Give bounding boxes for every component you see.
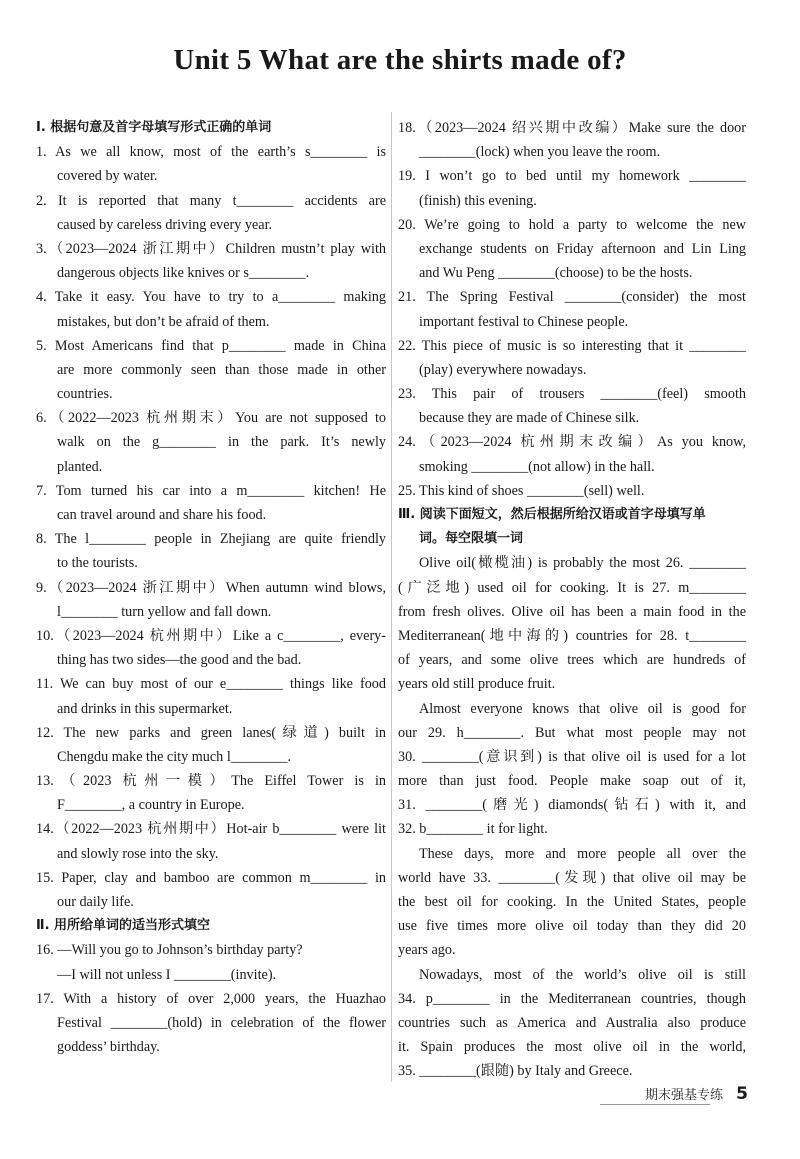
- text-line: 2. It is reported that many t________ accidents are: [36, 192, 386, 209]
- text-line: 19. I won’t go to bed until my homework ________: [398, 168, 746, 185]
- text-line: important festival to Chinese people.: [419, 313, 629, 330]
- page-title: Unit 5 What are the shirts made of?: [173, 44, 627, 76]
- text-line: walk on the g________ in the park. It’s newly: [57, 434, 386, 451]
- text-line: can travel around and share his food.: [57, 507, 267, 523]
- section-heading: Ⅱ. 用所给单词的适当形式填空: [36, 918, 211, 934]
- text-line: caused by careless driving every year.: [57, 216, 273, 233]
- text-line: our daily life.: [57, 894, 134, 910]
- text-line: 23. This pair of trousers ________(feel) smooth: [398, 386, 746, 403]
- text-line: 18.（2023—2024 绍兴期中改编）Make sure the door: [398, 120, 746, 136]
- text-line: and drinks in this supermarket.: [57, 700, 233, 717]
- text-line: Olive oil(橄榄油) is probably the most 26. ________: [419, 555, 746, 572]
- text-line: 6.（2022—2023 杭州期末）You are not supposed to: [36, 410, 386, 427]
- text-line: Mediterranean(地中海的) countries for 28. t________: [398, 627, 746, 644]
- text-line: thing has two sides—the good and the bad.: [57, 652, 302, 669]
- page-number: 5: [736, 1084, 748, 1104]
- text-line: because they are made of Chinese silk.: [419, 410, 640, 427]
- text-line: the best oil for cooking. In the United States, people: [398, 894, 746, 910]
- text-line: 10.（2023—2024 杭州期中）Like a c________, every-: [36, 627, 386, 644]
- text-line: covered by water.: [57, 168, 158, 185]
- text-line: use five times more olive oil today than they did 20: [398, 918, 746, 935]
- section-heading: Ⅲ. 阅读下面短文，然后根据所给汉语或首字母填写单: [398, 507, 706, 522]
- right-column: [398, 116, 746, 1084]
- text-line: 8. The l________ people in Zhejiang are quite friendly: [36, 531, 386, 548]
- text-line: to the tourists.: [57, 555, 138, 572]
- text-line: Almost everyone knows that olive oil is good for: [419, 700, 746, 717]
- text-line: years old still produce fruit.: [398, 676, 556, 693]
- text-line: ________(lock) when you leave the room.: [419, 144, 661, 161]
- text-line: 16. —Will you go to Johnson’s birthday party?: [36, 942, 303, 959]
- text-line: Nowadays, most of the world’s olive oil is still: [419, 966, 746, 983]
- column-divider: [391, 112, 392, 1082]
- text-line: are more commonly seen than those made in other: [57, 361, 386, 378]
- text-line: our 29. h________. But what most people may not: [398, 724, 746, 741]
- text-line: 24.（2023—2024 杭州期末改编）As you know,: [398, 434, 746, 451]
- text-line: 15. Paper, clay and bamboo are common m________ in: [36, 869, 386, 886]
- text-line: exchange students on Friday afternoon and Lin Ling: [419, 240, 746, 257]
- text-line: 3.（2023—2024 浙江期中）Children mustn’t play with: [36, 240, 386, 257]
- text-line: Festival ________(hold) in celebration of the flower: [57, 1014, 386, 1031]
- left-column: [36, 116, 386, 1059]
- text-line: years ago.: [398, 942, 456, 959]
- text-line: and slowly rose into the sky.: [57, 845, 219, 862]
- text-line: and Wu Peng ________(choose) to be the hosts.: [419, 265, 693, 282]
- text-line: (广泛地) used oil for cooking. It is 27. m________: [398, 579, 746, 596]
- text-line: 21. The Spring Festival ________(consider) the most: [398, 289, 746, 306]
- text-line: countries such as America and Australia also produce: [398, 1014, 746, 1031]
- text-line: 5. Most Americans find that p________ made in China: [36, 337, 386, 354]
- text-line: 25. This kind of shoes ________(sell) well.: [398, 482, 645, 499]
- text-line: 14.（2022—2023 杭州期中）Hot-air b________ were lit: [36, 821, 386, 838]
- text-line: (finish) this evening.: [419, 192, 537, 209]
- text-line: 22. This piece of music is so interesting that it ________: [398, 337, 746, 354]
- section-heading: 词。每空限填一词: [419, 531, 524, 547]
- text-line: l________ turn yellow and fall down.: [57, 603, 272, 620]
- text-line: F________, a country in Europe.: [57, 797, 245, 814]
- text-line: (play) everywhere nowadays.: [419, 361, 587, 378]
- text-line: countries.: [57, 386, 113, 403]
- page-footer: [645, 1082, 748, 1106]
- text-line: planted.: [57, 458, 103, 475]
- text-line: 30. ________(意识到) is that olive oil is used for a lot: [398, 748, 746, 765]
- text-line: it. Spain produces the most olive oil in the world,: [398, 1039, 746, 1056]
- text-line: 7. Tom turned his car into a m________ kitchen! He: [36, 482, 386, 499]
- text-line: These days, more and more people all over the: [419, 845, 746, 862]
- section-heading: Ⅰ. 根据句意及首字母填写形式正确的单词: [36, 120, 272, 135]
- text-line: 32. b________ it for light.: [398, 821, 548, 838]
- text-line: dangerous objects like knives or s________.: [57, 265, 310, 282]
- text-line: Chengdu make the city much l________.: [57, 748, 292, 765]
- text-line: 1. As we all know, most of the earth’s s________ is: [36, 144, 386, 161]
- footer-label: 期末强基专练: [645, 1088, 724, 1103]
- text-line: 4. Take it easy. You have to try to a________ making: [36, 289, 386, 306]
- text-line: goddess’ birthday.: [57, 1039, 160, 1056]
- text-line: 35. ________(跟随) by Italy and Greece.: [398, 1063, 633, 1080]
- text-line: 9.（2023—2024 浙江期中）When autumn wind blows,: [36, 579, 386, 596]
- text-line: 17. With a history of over 2,000 years, the Huazhao: [36, 990, 386, 1007]
- text-line: of years, and some olive trees which are hundreds of: [398, 652, 746, 669]
- text-line: —I will not unless I ________(invite).: [57, 966, 277, 983]
- text-line: 20. We’re going to hold a party to welcome the new: [398, 216, 746, 233]
- text-line: 11. We can buy most of our e________ things like food: [36, 676, 386, 693]
- text-line: world have 33. ________(发现) that olive oil may be: [398, 869, 746, 886]
- text-line: 12. The new parks and green lanes(绿道) built in: [36, 724, 386, 741]
- text-line: more than just food. People make soap out of it,: [398, 773, 746, 790]
- text-line: 13.（2023 杭州一模）The Eiffel Tower is in: [36, 773, 386, 790]
- text-line: 34. p________ in the Mediterranean countries, though: [398, 990, 746, 1007]
- text-line: smoking ________(not allow) in the hall.: [419, 458, 655, 475]
- text-line: from fresh olives. Olive oil has been a main food in the: [398, 603, 746, 620]
- text-line: mistakes, but don’t be afraid of them.: [57, 313, 270, 330]
- text-line: 31. ________(磨光) diamonds(钻石) with it, and: [398, 797, 746, 814]
